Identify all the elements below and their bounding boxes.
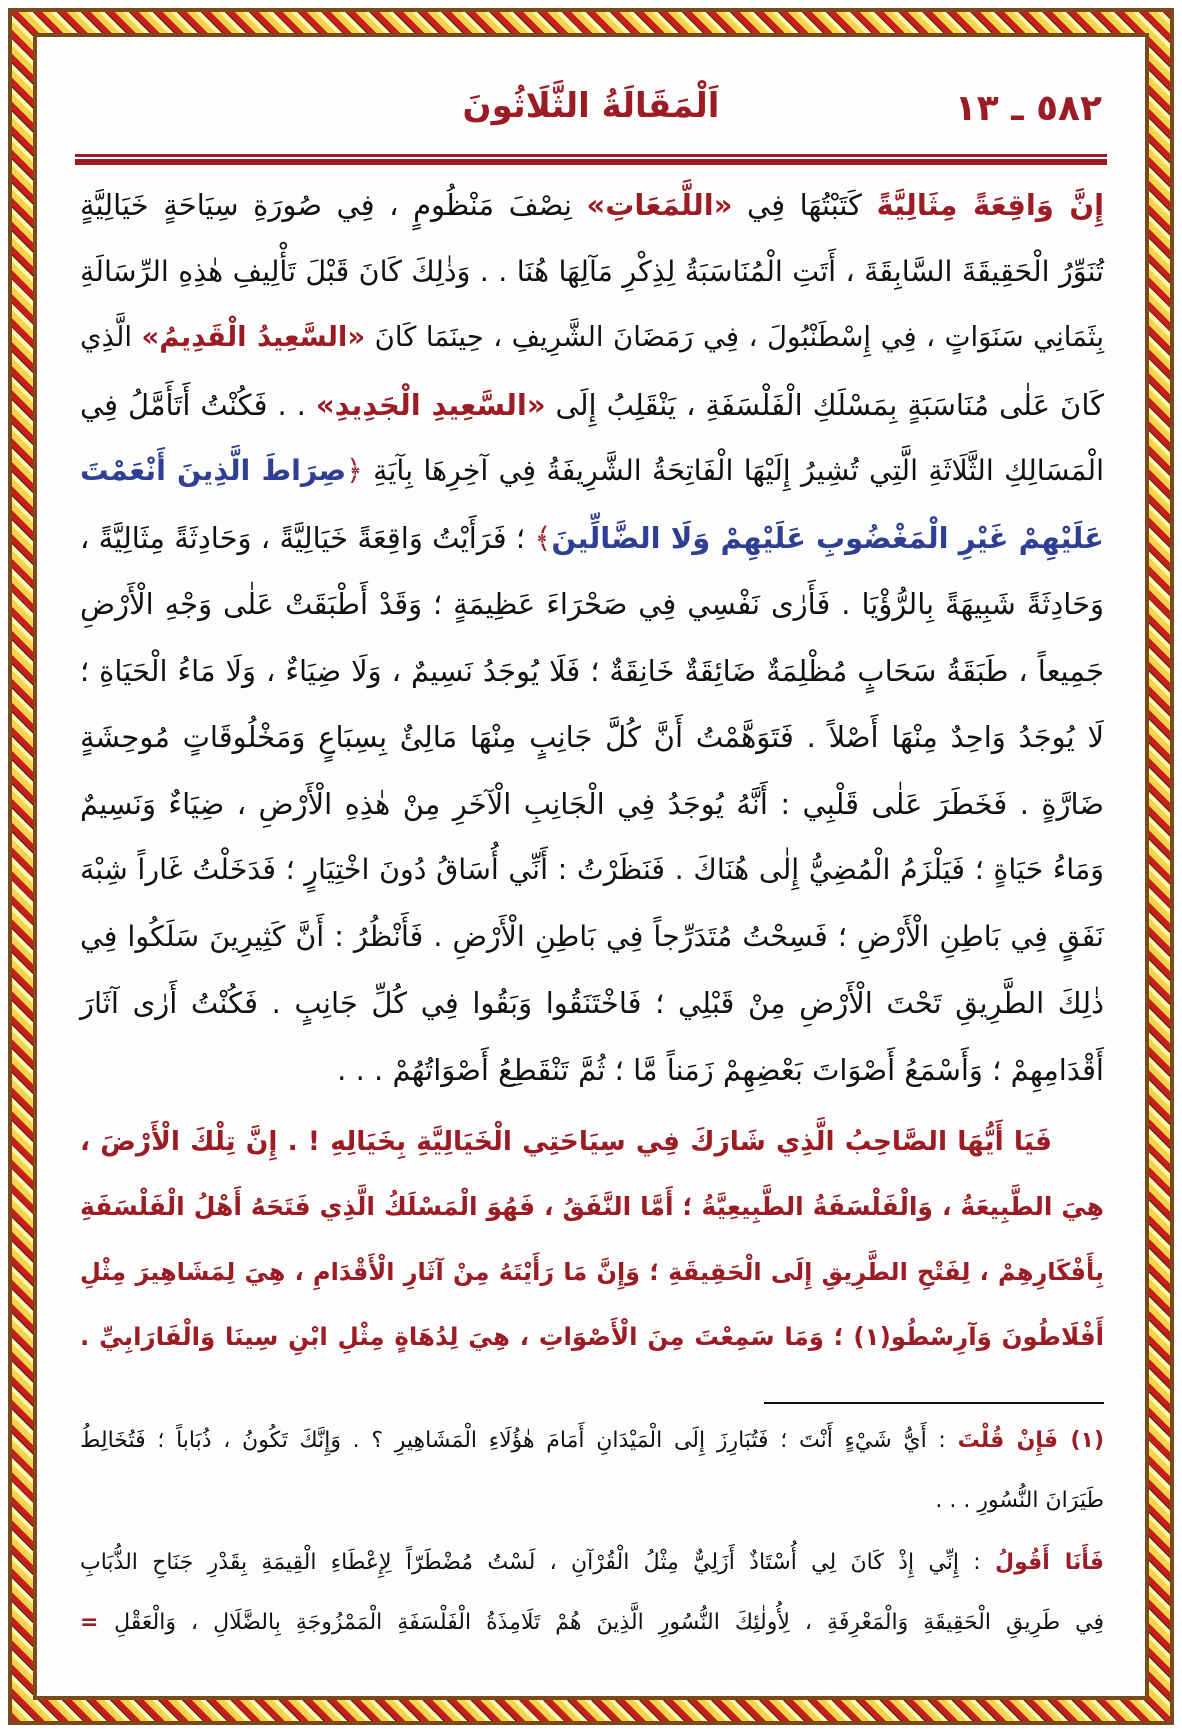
text-segment: فَيَا أَيُّهَا الصَّاحِبُ الَّذِي شَارَكَ فِي سِيَاحَتِي الْخَيَالِيَّةِ بِخَيَالِهِ ! . إِنَّ تِلْكَ الْأَرْضَ ، [80,1126,1052,1157]
footnote-line [80,1550,1104,1575]
text-segment: نَفَقٍ فِي بَاطِنِ الْأَرْضِ ؛ فَسِحْتُ مُتَدَرِّجاً فِي بَاطِنِ الْأَرْضِ . فَأَنْظُرُ : أَنَّ كَثِيرِينَ سَلَكُوا فِي [80,919,1104,953]
text-segment: كَتَبْتُهَا فِي [732,188,877,222]
text-segment: أَفْلَاطُونَ وَآرِسْطُو(١) ؛ وَمَا سَمِعْتَ مِنَ الْأَصْوَاتِ ، هِيَ لِدُهَاةٍ مِثْلِ ابْنِ سِينَا وَالْفَارَابِيِّ . [80,1322,1105,1351]
highlighted-text: (١) فَإِنْ قُلْتَ [957,1428,1104,1453]
text-line [80,255,1104,288]
text-segment: تُنَوِّرُ الْحَقِيقَةَ السَّابِقَةَ ، أَتَتِ الْمُنَاسَبَةُ لِذِكْرِ مَآلِهَا هُنَا . . وَذٰلِكَ كَانَ قَبْلَ تَأْلِيفِ هٰذِهِ الرِّسَالَةِ [80,254,1104,288]
text-line [80,654,1104,688]
text-segment: جَمِيعاً ، طَبَقَةُ سَحَابٍ مُظْلِمَةٌ ضَائِقَةٌ خَانِقَةٌ ؛ فَلَا يُوجَدُ نَسِيمٌ ، وَلَا ضِيَاءٌ ، وَلَا مَاءُ الْحَيَاةِ ؛ [80,653,1104,688]
text-segment: بِثَمَانِي سَنَوَاتٍ ، فِي إِسْطَنْبُولَ ، فِي رَمَضَانَ الشَّرِيفِ ، حِينَمَا كَانَ [365,321,1104,353]
text-line [80,1053,1104,1087]
text-line [80,321,1104,353]
text-line [80,388,1104,422]
highlighted-text: «السَّعِيدِ الْجَدِيدِ» [315,387,546,422]
text-line [80,587,1104,621]
text-segment: ضَارَّةٍ . فَخَطَرَ عَلٰى قَلْبِي : أَنَّهُ يُوجَدُ فِي الْجَانِبِ الْآخَرِ مِنْ هٰذِهِ الْأَرْضِ ، ضِيَاءٌ وَنَسِيمٌ [80,786,1104,821]
highlighted-text: «اللَّمَعَاتِ» [586,188,733,222]
highlighted-text: = [80,1610,115,1635]
highlighted-text: «السَّعِيدُ الْقَدِيمُ» [141,321,366,353]
footnote-line [80,1488,1104,1513]
text-line [80,454,1104,487]
text-line [80,1126,1052,1157]
highlighted-text: ﴿ [346,454,363,487]
text-segment: بِأَفْكَارِهِمْ ، لِفَتْحِ الطَّرِيقِ إِلَى الْحَقِيقَةِ ؛ وَإِنَّ مَا رَأَيْتَهُ مِنْ آثَارِ الْأَقْدَامِ ، هِيَ لِمَشَاهِيرَ مِثْلِ [80,1258,1104,1286]
text-segment: الَّذِي [80,321,142,353]
text-segment: نِصْفَ مَنْظُومٍ ، فِي صُورَةِ سِيَاحَةٍ خَيَالِيَّةٍ [80,188,587,222]
header-rule-thick [75,159,1107,165]
text-segment: ؛ فَرَأَيْتُ وَاقِعَةً خَيَالِيَّةً ، وَحَادِثَةً مِثَالِيَّةً ، [80,520,535,555]
text-line [80,521,1104,555]
highlighted-text: فَأَنَا أَقُولُ [995,1550,1104,1575]
text-segment: : إِنِّي إِذْ كَانَ لِي أُسْتَاذٌ أَزَلِيٌّ مِثْلُ الْقُرْآنِ ، لَسْتُ مُضْطَرّاً لِإِعْطَاءِ الْقِيمَةِ بِقَدْرِ جَنَاحِ الذُّبَابِ [80,1550,995,1575]
text-line [80,720,1104,754]
footnote-separator [764,1402,1104,1404]
text-segment: وَمَاءُ حَيَاةٍ ؛ فَيَلْزَمُ الْمُضِيُّ إِلٰى هُنَاكَ . فَنَظَرْتُ : أَنِّي أُسَاقُ دُونَ اخْتِيَارٍ ؛ فَدَخَلْتُ غَاراً شِبْهَ [80,853,1104,886]
text-segment: لَا يُوجَدُ وَاحِدٌ مِنْهَا أَصْلاً . فَتَوَهَّمْتُ أَنَّ كُلَّ جَانِبٍ مِنْهَا مَالِئٌ بِسِبَاعٍ وَمَخْلُوقَاتٍ مُوحِشَةٍ [80,720,1104,754]
highlighted-text: ﴾ [534,520,552,555]
text-line [80,920,1104,953]
text-line [80,787,1104,821]
text-segment: فِي طَرِيقِ الْحَقِيقَةِ وَالْمَعْرِفَةِ ، لِأُولٰئِكَ النُّسُورِ الَّذِينَ هُمْ تَلَامِذَةُ الْفَلْسَفَةِ الْمَمْزُوجَةِ بِالضَّلَالِ ، وَالْعَقْلِ [114,1610,1104,1635]
highlighted-text: إِنَّ وَاقِعَةً مِثَالِيَّةً [876,188,1105,222]
text-line [80,1258,1104,1286]
text-line [80,1322,1104,1351]
text-segment: : أَيُّ شَيْءٍ أَنْتَ ؛ فَتُبَارِزَ إِلَى الْمَيْدَانِ أَمَامَ هٰؤُلَاءِ الْمَشَاهِيرِ ؟ . وَإِنَّكَ تَكُونُ ، ذُبَاباً ؛ فَتُخَالِطُ [80,1428,958,1453]
page-number: ٥٨٢ ـ ١٣ [954,88,1102,129]
text-segment: وَحَادِثَةً شَبِيهَةً بِالرُّؤْيَا . فَأَرٰى نَفْسِي فِي صَحْرَاءَ عَظِيمَةٍ ؛ وَقَدْ أَطْبَقَتْ عَلٰى وَجْهِ الْأَرْضِ [80,587,1104,621]
header-rule-thin [75,154,1107,157]
text-line [80,853,1104,886]
text-segment: كَانَ عَلٰى مُنَاسَبَةٍ بِمَسْلَكِ الْفَلْسَفَةِ ، يَنْقَلِبُ إِلَى [545,387,1104,422]
quran-verse: عَلَيْهِمْ غَيْرِ الْمَغْضُوبِ عَلَيْهِمْ وَلَا الضَّالِّينَ [551,520,1104,555]
text-segment: أَقْدَامِهِمْ ؛ وَأَسْمَعُ أَصْوَاتَ بَعْضِهِمْ زَمَناً مَّا ؛ ثُمَّ تَنْقَطِعُ أَصْوَاتُهُمْ . . . [337,1052,1104,1087]
text-segment: ذٰلِكَ الطَّرِيقِ تَحْتَ الْأَرْضِ مِنْ قَبْلِي ؛ فَاخْتَنَقُوا وَبَقُوا فِي كُلِّ جَانِبٍ . فَكُنْتُ أَرٰى آثَارَ [80,986,1104,1020]
footnote-line [80,1610,1104,1635]
text-segment: . . فَكُنْتُ أَتَأَمَّلُ فِي [80,387,316,422]
text-line [80,188,1104,222]
text-segment: هِيَ الطَّبِيعَةُ ، وَالْفَلْسَفَةُ الطَّبِيعِيَّةُ ؛ أَمَّا النَّفَقُ ، فَهُوَ الْمَسْلَكُ الَّذِي فَتَحَهُ أَهْلُ الْفَلْسَفَةِ [80,1192,1104,1221]
text-segment: طَيَرَانَ النُّسُورِ . . . [935,1488,1104,1513]
quran-verse: صِرَاطَ الَّذِينَ أَنْعَمْتَ [80,454,347,487]
text-segment: الْمَسَالِكِ الثَّلَاثَةِ الَّتِي تُشِيرُ إِلَيْهَا الْفَاتِحَةُ الشَّرِيفَةُ فِي آخِرِهَا بِآيَةِ [362,454,1104,487]
footnote-line [80,1428,1104,1453]
page-title: اَلْمَقَالَةُ الثَّلَاثُونَ [462,86,720,126]
text-line [80,1192,1104,1221]
text-line [80,986,1104,1020]
